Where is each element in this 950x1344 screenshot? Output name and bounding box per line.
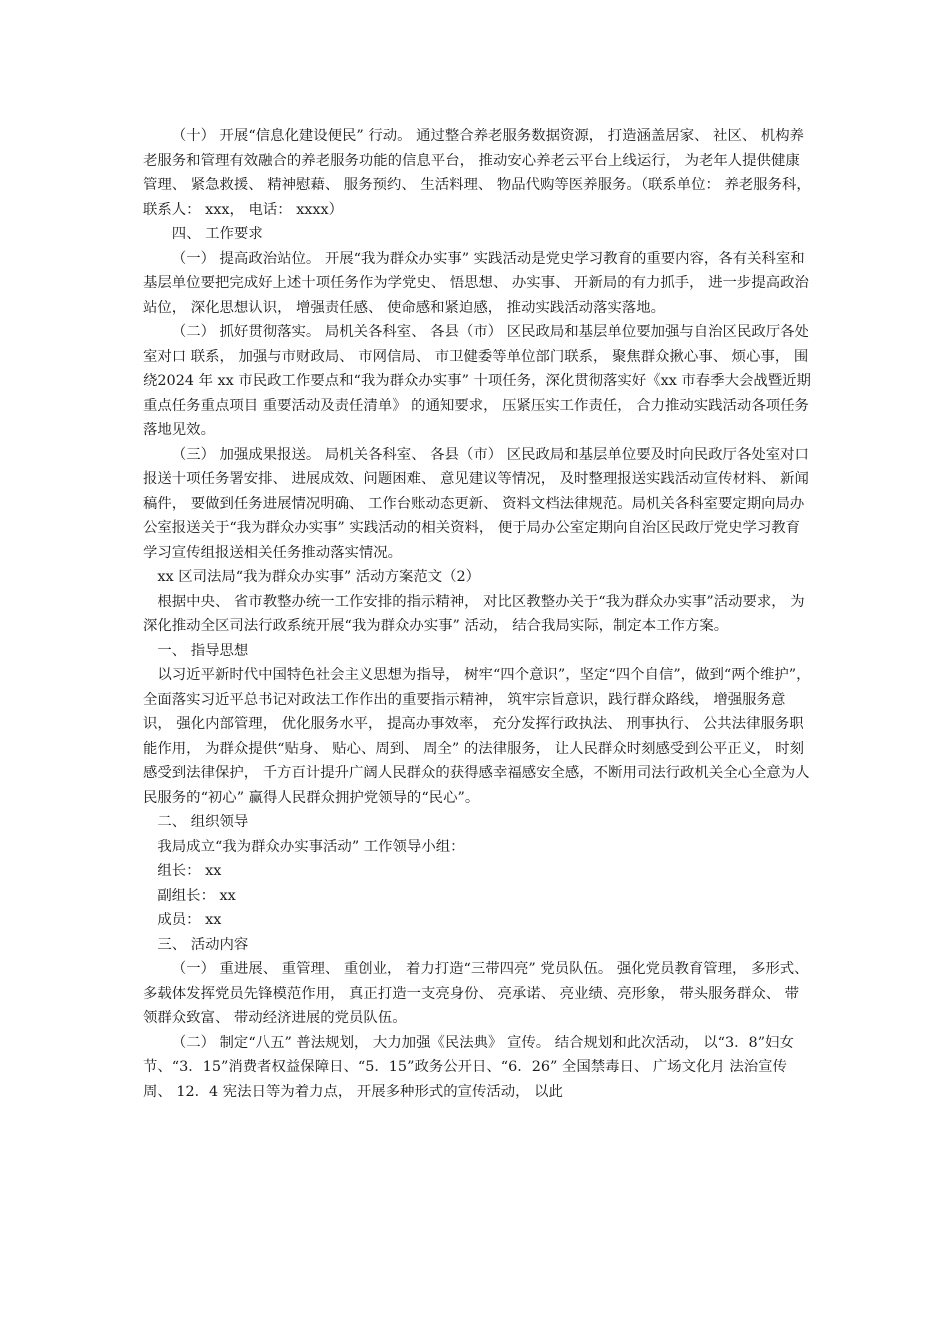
paragraph-item-10: （十） 开展“信息化建设便民” 行动。 通过整合养老服务数据资源， 打造涵盖居家、 社区、 机构养老服务和管理有效融合的养老服务功能的信息平台， 推动安心养老云平台上线运行， 为老年人提供健康管理、 紧急救援、 精神慰藉、 服务预约、 生活料理、 物品代购等医养服务。（联系单位： 养老服务科， 联系人： xxx， 电话： xxxx）	[143, 128, 811, 218]
section-heading-organization: 二、 组织领导	[157, 814, 249, 830]
paragraph-requirement-2: （二） 抓好贯彻落实。 局机关各科室、 各县（市） 区民政局和基层单位要加强与自治区民政厅各处室对口 联系， 加强与市财政局、 市网信局、 市卫健委等单位部门联系， 聚焦群众揪心事、 烦心事， 围绕2024 年 xx 市民政工作要点和“我为群众办实事” 十项任务，深化贯彻落实好《xx 市春季大会战暨近期重点任务重点项目 重要活动及责任清单》 的通知要求， 压紧压实工作责任， 合力推动实践活动各项任务落地见效。	[143, 324, 811, 438]
leader-line: 组长： xx	[157, 863, 222, 879]
paragraph-requirement-1: （一） 提高政治站位。 开展“我为群众办实事” 实践活动是党史学习教育的重要内容，各有关科室和基层单位要把完成好上述十项任务作为学党史、 悟思想、 办实事、 开新局的有力抓手， 进一步提高政治站位， 深化思想认识， 增强责任感、 使命感和紧迫感， 推动实践活动落实落地。	[143, 250, 809, 316]
section-heading-work-requirements: 四、 工作要求	[171, 226, 263, 242]
deputy-leader-line: 副组长： xx	[157, 887, 236, 904]
members-line: 成员： xx	[157, 912, 222, 928]
paragraph-requirement-3: （三） 加强成果报送。 局机关各科室、 各县（市） 区民政局和基层单位要及时向民政厅各处室对口 报送十项任务署安排、 进展成效、问题困难、 意见建议等情况， 及时整理报送实践活动宣传材料、 新闻稿件， 要做到任务进展情况明确、 工作台账动态更新、 资料文档法律规范。局机关各科室要定期向局办公室报送关于“我为群众办实事” 实践活动的相关资料， 便于局办公室定期向自治区民政厅党史学习教育学习宣传组报送相关任务推动落实情况。	[143, 446, 809, 561]
section-heading-guiding-ideology: 一、 指导思想	[157, 642, 249, 659]
paragraph-leading-group: 我局成立“我为群众办实事活动” 工作领导小组：	[157, 838, 465, 855]
paragraph-intro: 根据中央、 省市教整办统一工作安排的指示精神， 对比区教整办关于“我为群众办实事”活动要求， 为深化推动全区司法行政系统开展“我为群众办实事” 活动， 结合我局实际，制定本工作方案。	[143, 593, 805, 634]
paragraph-guiding-ideology: 以习近平新时代中国特色社会主义思想为指导， 树牢“四个意识”，坚定“四个自信”，做到“两个维护”， 全面落实习近平总书记对政法工作作出的重要指示精神， 筑牢宗旨意识，践行群众路线， 增强服务意识， 强化内部管理， 优化服务水平， 提高办事效率， 充分发挥行政执法、 刑事执行、 公共法律服务职能作用， 为群众提供“贴身、 贴心、周到、 周全” 的法律服务， 让人民群众时刻感受到公平正义， 时刻感受到法律保护， 千方百计提升广阔人民群众的获得感幸福感安全感，不断用司法行政机关全心全意为人民服务的“初心” 赢得人民群众拥护党领导的“民心”。	[143, 667, 811, 806]
document-body	[143, 124, 813, 1104]
section-heading-activities: 三、 活动内容	[157, 936, 249, 953]
paragraph-activity-2: （二） 制定“八五” 普法规划， 大力加强《民法典》 宣传。 结合规划和此次活动， 以“3．8”妇女节、“3．15”消费者权益保障日、“5．15”政务公开日、“6．26” 全国禁毒日、 广场文化月 法治宣传周、 12．4 宪法日等为着力点， 开展多种形式的宣传活动， 以此	[143, 1034, 794, 1100]
paragraph-activity-1: （一） 重进展、 重管理、 重创业， 着力打造“三带四亮” 党员队伍。 强化党员教育管理， 多形式、 多载体发挥党员先锋模范作用， 真正打造一支亮身份、 亮承诺、 亮业绩、亮形象， 带头服务群众、 带领群众致富、 带动经济进展的党员队伍。	[143, 961, 809, 1026]
document-subtitle: xx 区司法局“我为群众办实事” 活动方案范文（2）	[157, 569, 481, 585]
